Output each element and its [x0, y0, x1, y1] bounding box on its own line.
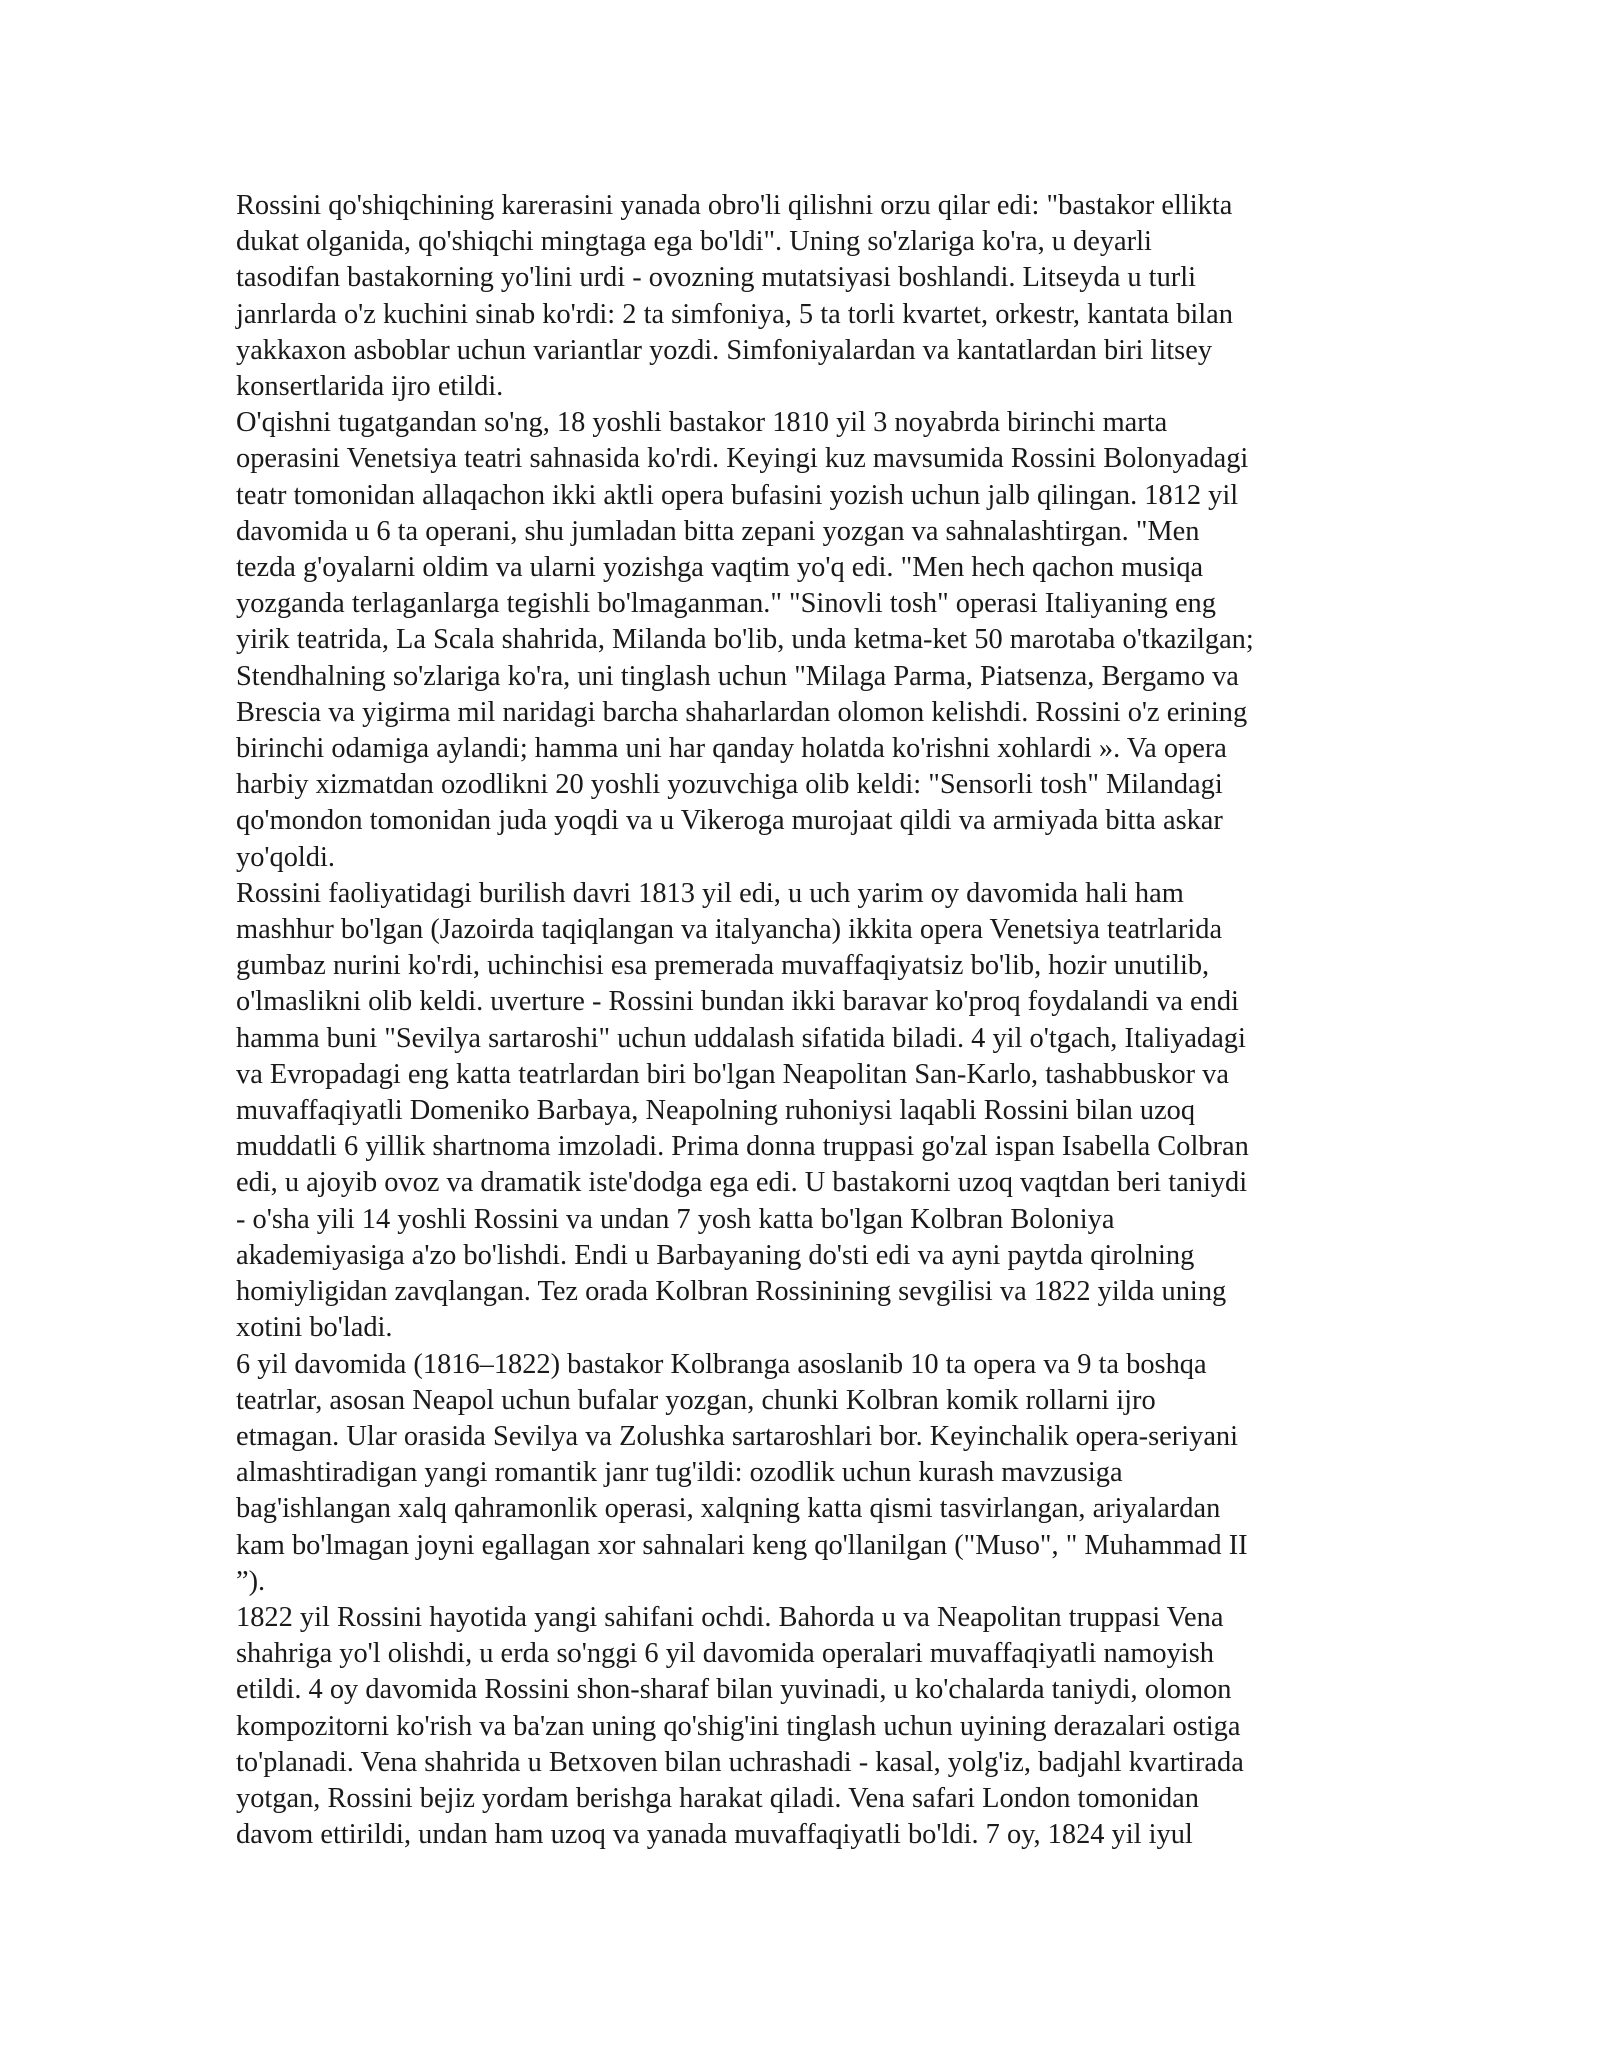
text-line: janrlarda o'z kuchini sinab ko'rdi: 2 ta simfoniya, 5 ta torli kvartet, orkestr, kantata bilan: [236, 298, 1233, 330]
paragraph: [236, 1347, 1361, 1600]
text-line: shahriga yo'l olishdi, u erda so'nggi 6 yil davomida operalari muvaffaqiyatli namoyish: [236, 1638, 1214, 1670]
text-line: davomida u 6 ta operani, shu jumladan bitta zepani yozgan va sahnalashtirgan. "Men: [236, 515, 1200, 547]
text-line: birinchi odamiga aylandi; hamma uni har qanday holatda ko'rishni xohlardi ». Va opera: [236, 733, 1227, 765]
text-line: o'lmaslikni olib keldi. uverture - Rossini bundan ikki baravar ko'proq foydalandi va endi: [236, 986, 1239, 1018]
text-line: teatrlar, asosan Neapol uchun bufalar yozgan, chunki Kolbran komik rollarni ijro: [236, 1384, 1156, 1416]
text-line: hamma buni "Sevilya sartaroshi" uchun uddalash sifatida biladi. 4 yil o'tgach, Italiyadagi: [236, 1022, 1246, 1054]
paragraph: [236, 405, 1361, 876]
text-line: dukat olganida, qo'shiqchi mingtaga ega bo'ldi". Uning so'zlariga ko'ra, u deyarli: [236, 226, 1152, 258]
text-line: va Evropadagi eng katta teatrlardan biri bo'lgan Neapolitan San-Karlo, tashabbuskor va: [236, 1058, 1229, 1090]
text-line: edi, u ajoyib ovoz va dramatik iste'dodga ega edi. U bastakorni uzoq vaqtdan beri taniydi: [236, 1167, 1248, 1199]
text-line: gumbaz nurini ko'rdi, uchinchisi esa premerada muvaffaqiyatsiz bo'lib, hozir unutilib,: [236, 950, 1210, 982]
text-line: muvaffaqiyatli Domeniko Barbaya, Neapolning ruhoniysi laqabli Rossini bilan uzoq: [236, 1095, 1196, 1127]
text-line: bag'ishlangan xalq qahramonlik operasi, xalqning katta qismi tasvirlangan, ariyalardan: [236, 1493, 1221, 1525]
text-line: almashtiradigan yangi romantik janr tug'ildi: ozodlik uchun kurash mavzusiga: [236, 1457, 1123, 1489]
text-line: yakkaxon asboblar uchun variantlar yozdi. Simfoniyalardan va kantatlardan biri litsey: [236, 334, 1213, 366]
text-line: O'qishni tugatgandan so'ng, 18 yoshli bastakor 1810 yil 3 noyabrda birinchi marta: [236, 407, 1168, 439]
text-line: qo'mondon tomonidan juda yoqdi va u Vikeroga murojaat qildi va armiyada bitta askar: [236, 805, 1223, 837]
paragraph: [236, 1600, 1361, 1853]
text-line: homiyligidan zavqlangan. Tez orada Kolbran Rossinining sevgilisi va 1822 yilda uning: [236, 1276, 1227, 1308]
text-line: davom ettirildi, undan ham uzoq va yanada muvaffaqiyatli bo'ldi. 7 oy, 1824 yil iyul: [236, 1819, 1193, 1851]
body-text: [236, 188, 1361, 1853]
text-line: tasodifan bastakorning yo'lini urdi - ovozning mutatsiyasi boshlandi. Litseyda u turli: [236, 262, 1196, 294]
text-line: etildi. 4 oy davomida Rossini shon-sharaf bilan yuvinadi, u ko'chalarda taniydi, olomon: [236, 1674, 1232, 1706]
text-line: yozganda terlaganlarga tegishli bo'lmaganman." "Sinovli tosh" operasi Italiyaning eng: [236, 588, 1216, 620]
text-line: yo'qoldi.: [236, 841, 335, 873]
text-line: 1822 yil Rossini hayotida yangi sahifani ochdi. Bahorda u va Neapolitan truppasi Vena: [236, 1601, 1224, 1633]
paragraph: [236, 876, 1361, 1347]
text-line: ”).: [236, 1565, 266, 1597]
text-line: to'planadi. Vena shahrida u Betxoven bilan uchrashadi - kasal, yolg'iz, badjahl kvartirada: [236, 1746, 1244, 1778]
text-line: tezda g'oyalarni oldim va ularni yozishga vaqtim yo'q edi. "Men hech qachon musiqa: [236, 552, 1204, 584]
text-line: muddatli 6 yillik shartnoma imzoladi. Prima donna truppasi go'zal ispan Isabella Colbran: [236, 1131, 1249, 1163]
paragraph: [236, 188, 1361, 405]
text-line: Rossini faoliyatidagi burilish davri 1813 yil edi, u uch yarim oy davomida hali ham: [236, 877, 1184, 909]
text-line: akademiyasiga a'zo bo'lishdi. Endi u Barbayaning do'sti edi va ayni paytda qirolning: [236, 1239, 1195, 1271]
text-line: teatr tomonidan allaqachon ikki aktli opera bufasini yozish uchun jalb qilingan. 1812 yil: [236, 479, 1239, 511]
text-line: Brescia va yigirma mil naridagi barcha shaharlardan olomon kelishdi. Rossini o'z erining: [236, 696, 1248, 728]
text-line: harbiy xizmatdan ozodlikni 20 yoshli yozuvchiga olib keldi: "Sensorli tosh" Milandagi: [236, 769, 1223, 801]
text-line: konsertlarida ijro etildi.: [236, 371, 504, 403]
text-line: operasini Venetsiya teatri sahnasida ko'rdi. Keyingi kuz mavsumida Rossini Bolonyadagi: [236, 443, 1249, 475]
text-line: xotini bo'ladi.: [236, 1312, 393, 1344]
text-line: Stendhalning so'zlariga ko'ra, uni tinglash uchun "Milaga Parma, Piatsenza, Bergamo va: [236, 660, 1239, 692]
text-line: mashhur bo'lgan (Jazoirda taqiqlangan va italyancha) ikkita opera Venetsiya teatrlarida: [236, 914, 1223, 946]
text-line: Rossini qo'shiqchining karerasini yanada obro'li qilishni orzu qilar edi: "bastakor ellikta: [236, 190, 1233, 221]
text-line: 6 yil davomida (1816–1822) bastakor Kolbranga asoslanib 10 ta opera va 9 ta boshqa: [236, 1348, 1207, 1380]
text-line: kompozitorni ko'rish va ba'zan uning qo'shig'ini tinglash uchun uyining derazalari ostiga: [236, 1710, 1241, 1742]
text-line: yirik teatrida, La Scala shahrida, Milanda bo'lib, unda ketma-ket 50 marotaba o'tkazilgan;: [236, 624, 1254, 656]
text-line: - o'sha yili 14 yoshli Rossini va undan 7 yosh katta bo'lgan Kolbran Boloniya: [236, 1203, 1115, 1235]
text-line: etmagan. Ular orasida Sevilya va Zolushka sartaroshlari bor. Keyinchalik opera-seriyani: [236, 1420, 1239, 1452]
text-line: yotgan, Rossini bejiz yordam berishga harakat qiladi. Vena safari London tomonidan: [236, 1782, 1199, 1814]
text-line: kam bo'lmagan joyni egallagan xor sahnalari keng qo'llanilgan ("Muso", " Muhammad II: [236, 1529, 1248, 1561]
